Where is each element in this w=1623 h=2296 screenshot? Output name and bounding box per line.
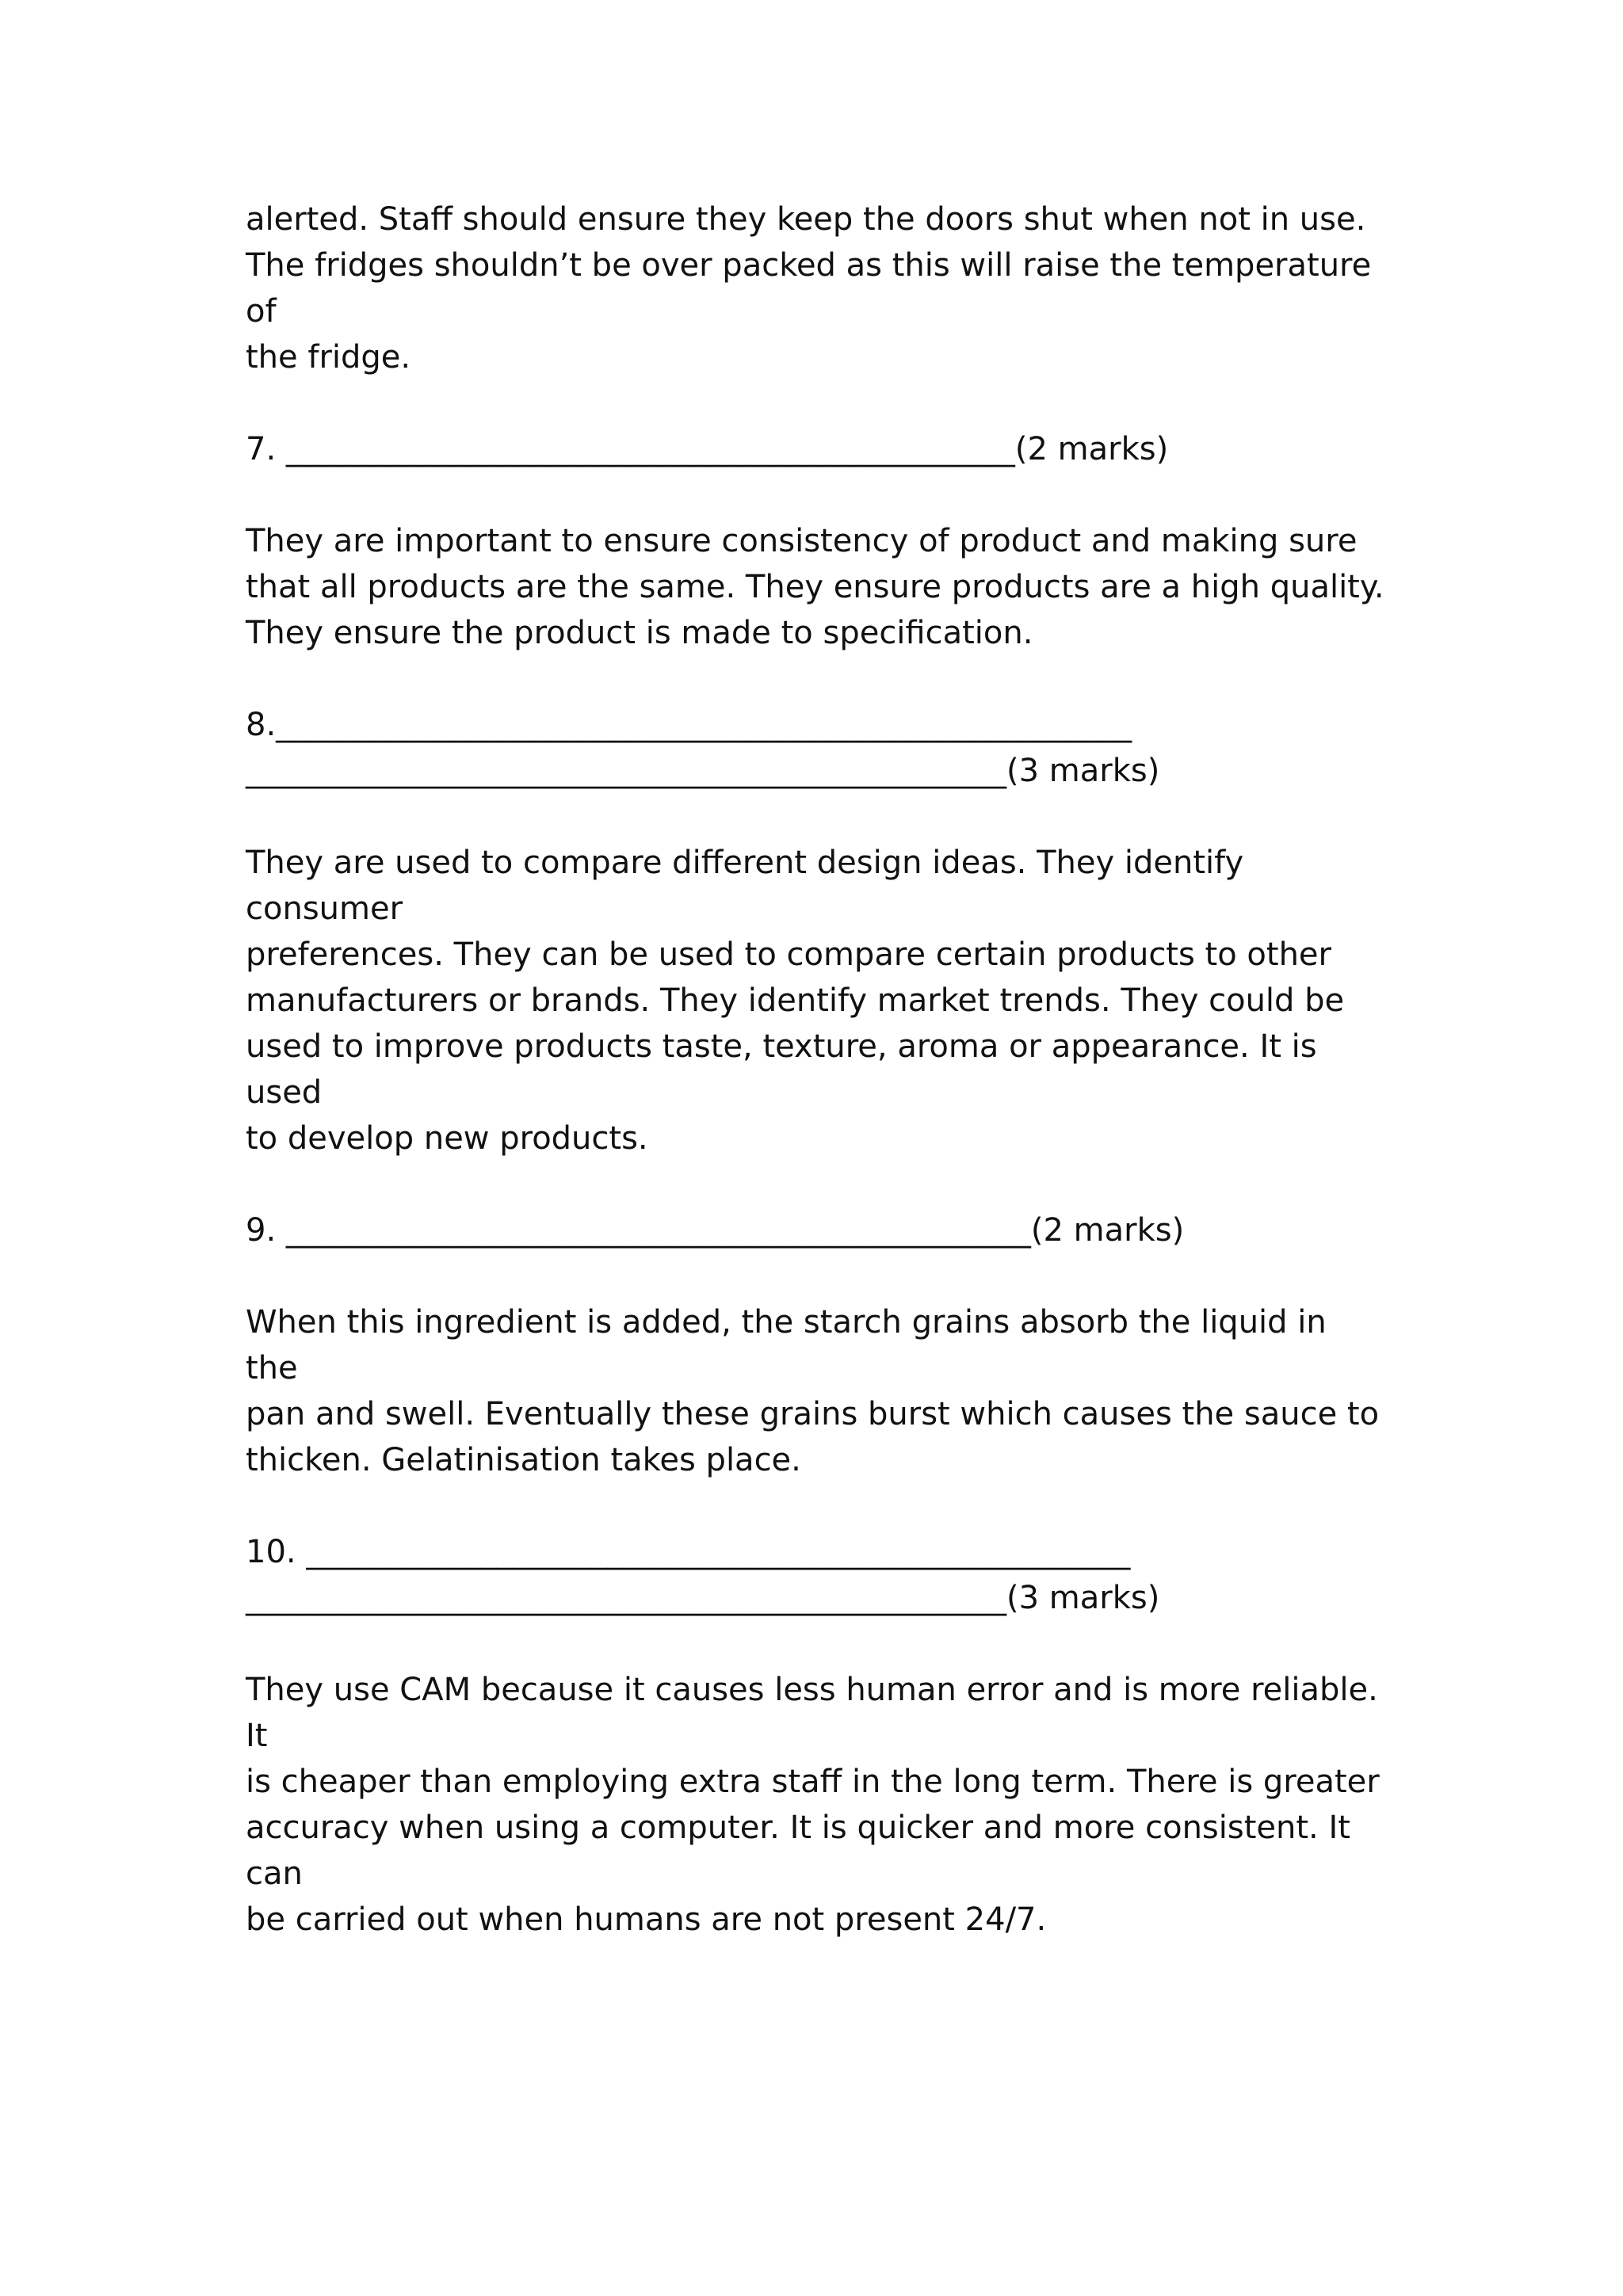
question-10	[246, 1529, 1387, 1943]
question-prompt: 9. _______________________________________________(2 marks)	[246, 1212, 1185, 1249]
question-prompt: 7. ______________________________________________(2 marks)	[246, 431, 1169, 467]
text-line: used to improve products taste, texture, aroma or appearance. It is used	[246, 1028, 1317, 1111]
text-line: be carried out when humans are not present 24/7.	[246, 1901, 1047, 1938]
question-prompt: ________________________________________________(3 marks)	[246, 1580, 1160, 1616]
question-7	[246, 426, 1387, 656]
question-8	[246, 702, 1387, 1161]
answer-paragraph	[246, 518, 1387, 656]
intro-paragraph	[246, 196, 1387, 380]
text-line: They ensure the product is made to specification.	[246, 615, 1033, 651]
text-line: that all products are the same. They ensure products are a high quality.	[246, 569, 1384, 605]
text-line: They are important to ensure consistency of product and making sure	[246, 523, 1358, 559]
text-line: preferences. They can be used to compare certain products to other	[246, 936, 1331, 973]
text-line: manufacturers or brands. They identify market trends. They could be	[246, 982, 1345, 1019]
question-prompt: 8.______________________________________________________	[246, 707, 1132, 743]
text-line: is cheaper than employing extra staff in the long term. There is greater	[246, 1764, 1380, 1800]
text-line: When this ingredient is added, the starch grains absorb the liquid in the	[246, 1304, 1327, 1386]
answer-paragraph	[246, 1667, 1387, 1943]
text-line: the fridge.	[246, 339, 411, 376]
answer-paragraph	[246, 840, 1387, 1161]
question-prompt: 10. ____________________________________________________	[246, 1534, 1131, 1570]
question-prompt: ________________________________________________(3 marks)	[246, 753, 1160, 789]
text-line: They use CAM because it causes less human error and is more reliable. It	[246, 1672, 1378, 1754]
worksheet-page	[246, 196, 1387, 1943]
text-line: They are used to compare different design ideas. They identify consumer	[246, 845, 1244, 927]
text-line: to develop new products.	[246, 1120, 648, 1157]
text-line: thicken. Gelatinisation takes place.	[246, 1442, 801, 1478]
text-line: The fridges shouldn’t be over packed as this will raise the temperature of	[246, 247, 1372, 330]
answer-paragraph	[246, 1299, 1387, 1483]
text-line: pan and swell. Eventually these grains burst which causes the sauce to	[246, 1396, 1380, 1432]
text-line: accuracy when using a computer. It is quicker and more consistent. It can	[246, 1810, 1350, 1892]
text-line: alerted. Staff should ensure they keep the doors shut when not in use.	[246, 201, 1366, 238]
question-9	[246, 1207, 1387, 1483]
